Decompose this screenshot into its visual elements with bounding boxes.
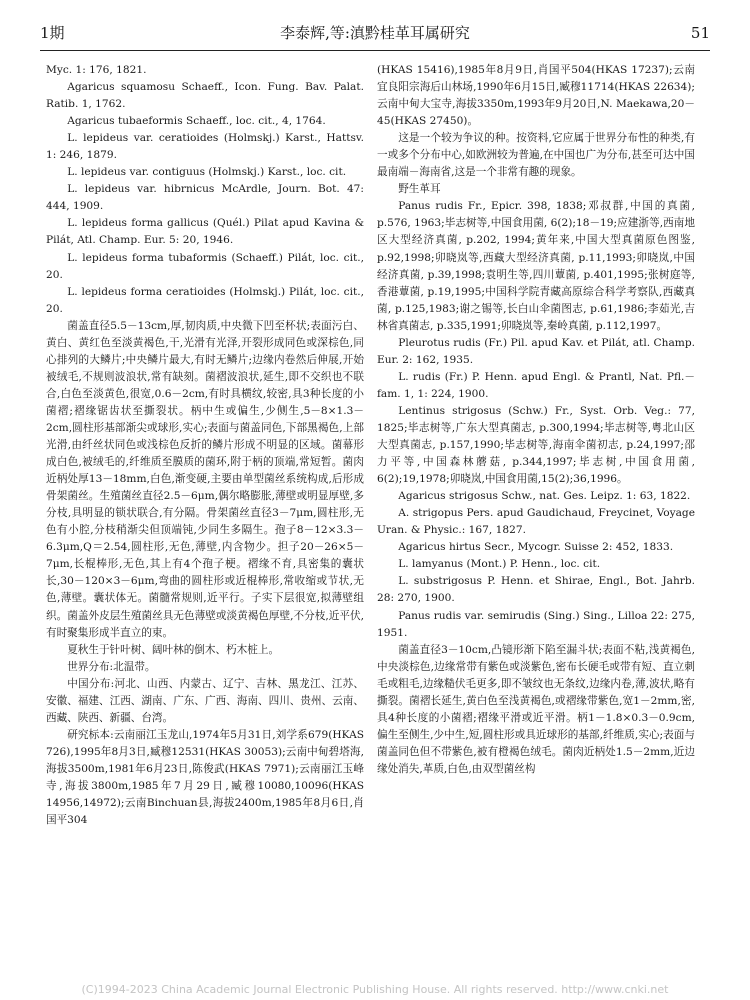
paragraph: 研究标本:云南丽江玉龙山,1974年5月31日,刘学系679(HKAS 726),1995年8月3日,臧穆12531(HKAS 30053);云南中甸碧塔海,海拔3500m,1981年6月23日,陈俊武(HKAS 7971);云南丽江玉峰寺,海拔3800m,1985年7月29日,臧穆10080,10096(HKAS 14956,14972);云南Binchuan县,海拔2400m,1985年8月6日,肖国平304: [46, 728, 364, 827]
paragraph: Agaricus hirtus Secr., Mycogr. Suisse 2: 452, 1833.: [398, 541, 674, 554]
paragraph: L. substrigosus P. Henn. et Shirae, Engl., Bot. Jahrb. 28: 270, 1900.: [377, 575, 695, 605]
page-header: [40, 20, 710, 46]
paragraph: L. rudis (Fr.) P. Henn. apud Engl. & Prantl, Nat. Pfl.－fam. 1, 1: 224, 1900.: [377, 370, 695, 400]
paragraph: A. strigopus Pers. apud Gaudichaud, Freycinet, Voyage Uran. & Physic.: 167, 1827.: [377, 507, 695, 537]
paragraph: L. lepideus forma gallicus (Quél.) Pilat apud Kavina & Pilát, Atl. Champ. Eur. 5: 20, 1946.: [46, 217, 364, 247]
paragraph: Panus rudis var. semirudis (Sing.) Sing., Lilloa 22: 275, 1951.: [377, 609, 695, 639]
paragraph: Lentinus strigosus (Schw.) Fr., Syst. Orb. Veg.: 77, 1825;毕志树等,广东大型真菌志, p.300,1994;毕志树等,粤北山区大型真菌志, p.157,1990;毕志树等,海南伞菌初志, p.24,1997;邵力平等,中国森林蘑菇, p.344,1997;毕志树,中国食用菌, 6(2);19,1978;卯晓岚,中国食用菌,15(2);36,1996。: [377, 404, 695, 486]
paragraph: 夏秋生于针叶树、阔叶林的倒木、朽木桩上。: [67, 643, 280, 656]
left-column: [46, 62, 364, 829]
paragraph: 中国分布:河北、山西、内蒙古、辽宁、吉林、黑龙江、江苏、安徽、福建、江西、湖南、广东、广西、海南、四川、贵州、云南、西藏、陕西、新疆、台湾。: [46, 677, 364, 724]
paragraph: 菌盖直径5.5－13cm,厚,韧肉质,中央微下凹至杯状;表面污白、黄白、黄红色至淡黄褐色,干,光滑有光泽,开裂形成同色或深棕色,同心排列的大鳞片;中央鳞片最大,有时无鳞片;边缘内卷然后伸展,开始被绒毛,不规则波浪状,常有缺刻。菌褶波浪状,延生,即不交织也不联合,白色至淡黄色,很宽,0.6－2cm,有时具横纹,较密,具3种长度的小菌褶;褶缘锯齿状至撕裂状。柄中生或偏生,少侧生,5－8×1.3－2cm,圆柱形基部渐尖或球形,实心;表面与菌盖同色,下部黑褐色,上部光滑,由纤丝状同色或浅棕色反折的鳞片形成不明显的区域。菌幕形成白色,被绒毛的,纤维质至膜质的菌环,附于柄的顶端,常短暂。菌肉近柄处厚13－18mm,白色,渐变硬,主要由单型菌丝系统构成,后形成骨架菌丝。生殖菌丝直径2.5－6μm,偶尔略膨胀,薄壁或明显厚壁,多分枝,具明显的锁状联合,有分隔。骨架菌丝直径3－7μm,圆柱形,无色有小腔,分枝稍渐尖但顶端钝,少同生多隔生。孢子8－12×3.3－6.3μm,Q＝2.54,圆柱形,无色,薄壁,内含物少。担子20－26×5－7μm,长棍棒形,无色,其上有4个孢子梗。褶缘不育,具密集的囊状长,30－120×3－6μm,弯曲的圆柱形或近棍棒形,常收缩或节状,无色,薄壁。囊状体无。菌髓常规则,近平行。子实下层很宽,拟薄壁组织。菌盖外皮层生殖菌丝具无色薄壁或淡黄褐色厚壁,不分枝,近平伏,有时聚集形成半直立的束。: [46, 319, 364, 639]
paragraph: Panus rudis Fr., Epicr. 398, 1838;邓叔群,中国的真菌, p.576, 1963;毕志树等,中国食用菌, 6(2);18－19;应建浙等,西南地区大型经济真菌, p.202, 1994;黄年来,中国大型真菌原色图鉴, p.92,1998;卯晓岚等,西藏大型经济真菌, p.11,1993;卯晓岚,中国经济真菌, p.39,1998;袁明生等,四川蕈菌, p.401,1995;张树庭等,香港蕈菌, p.19,1995;中国科学院青藏高原综合科学考察队,西藏真菌, p.125,1983;谢之锡等,长白山伞菌图志, p.61,1986;李茹光,吉林省真菌志, p.335,1991;卯晓岚等,秦岭真菌, p.112,1997。: [377, 200, 695, 332]
paragraph: Pleurotus rudis (Fr.) Pil. apud Kav. et Pilát, atl. Champ. Eur. 2: 162, 1935.: [377, 336, 695, 366]
copyright-footer: (C)1994-2023 China Academic Journal Electronic Publishing House. All rights reserved. http://www.cnki.net: [81, 983, 669, 996]
paragraph: L. lepideus var. hibrnicus McArdle, Journ. Bot. 47: 444, 1909.: [46, 183, 364, 213]
paragraph: L. lepideus var. contiguus (Holmskj.) Karst., loc. cit.: [67, 166, 347, 179]
paragraph: 这是一个较为争议的种。按资料,它应属于世界分布性的种类,有一或多个分布中心,如欧洲较为普遍,在中国也广为分布,甚至可达中国最南端－海南省,这是一个非常有趣的现象。: [377, 132, 695, 179]
issue-label: 1期: [40, 24, 65, 42]
paragraph: L. lepideus var. ceratioides (Holmskj.) Karst., Hattsv. 1: 246, 1879.: [46, 132, 364, 162]
paragraph: Agaricus squamosu Schaeff., Icon. Fung. Bav. Palat. Ratib. 1, 1762.: [46, 81, 364, 111]
right-column: [377, 62, 695, 778]
header-rule: [40, 50, 710, 51]
paragraph: L. lamyanus (Mont.) P. Henn., loc. cit.: [398, 558, 601, 571]
paragraph: Agaricus tubaeformis Schaeff., loc. cit., 4, 1764.: [67, 115, 326, 128]
paragraph: 野生革耳: [398, 183, 441, 196]
paragraph: (HKAS 15416),1985年8月9日,肖国平504(HKAS 17237);云南宜良阳宗海后山林场,1990年6月15日,臧穆11714(HKAS 22634);云南中甸大宝寺,海拔3350m,1993年9月20日,N. Maekawa,20－45(HKAS 27450)。: [377, 64, 695, 128]
running-title: 李泰辉,等:滇黔桂革耳属研究: [280, 24, 470, 42]
paragraph: L. lepideus forma ceratioides (Holmskj.) Pilát, loc. cit., 20.: [46, 285, 364, 315]
paragraph: Myc. 1: 176, 1821.: [46, 64, 147, 76]
paragraph: Agaricus strigosus Schw., nat. Ges. Leipz. 1: 63, 1822.: [398, 490, 691, 503]
paragraph: 菌盖直径3－10cm,凸镜形渐下陷至漏斗状;表面不粘,浅黄褐色,中央淡棕色,边缘常带有紫色或淡紫色,密布长硬毛或带有短、直立刺毛或粗毛,边缘糙伏毛更多,即不皱纹也无条纹,边缘内卷,薄,波状,略有撕裂。菌褶长延生,黄白色至浅黄褐色,或褶缘带紫色,宽1－2mm,密,具4种长度的小菌褶;褶缘平滑或近平滑。柄1－1.8×0.3－0.9cm,偏生至侧生,少中生,短,圆柱形或具近球形的基部,纤维质,实心;表面与菌盖同色但不带紫色,被有橙褐色绒毛。菌肉近柄处1.5－2mm,近边缘处消失,革质,白色,由双型菌丝构: [377, 643, 695, 775]
page-number: 51: [690, 24, 710, 42]
paragraph: 世界分布:北温带。: [67, 660, 156, 673]
paragraph: L. lepideus forma tubaformis (Schaeff.) Pilát, loc. cit., 20.: [46, 251, 364, 281]
